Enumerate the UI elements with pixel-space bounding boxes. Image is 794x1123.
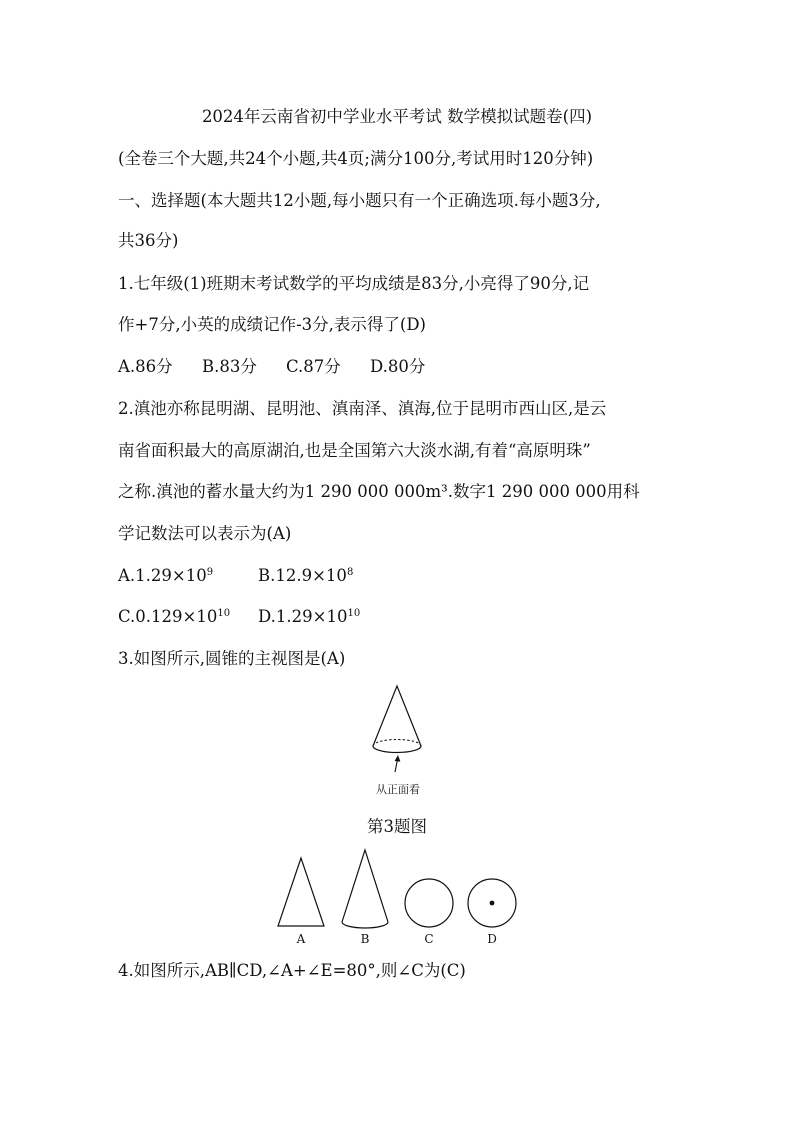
q2-option-c: $C.0.129\times 10^{10}$ <box>118 607 231 626</box>
cone-sides <box>373 686 421 746</box>
section1-heading-line1: 一、选择题(本大题共12小题,每小题只有一个正确选项.每小题3分, <box>118 191 601 210</box>
cone-figure <box>360 682 440 800</box>
option-d-label: D <box>487 932 497 946</box>
view-arrow-head <box>395 755 401 762</box>
option-b-label: B <box>360 932 370 946</box>
option-c-circle <box>405 879 453 927</box>
q2-option-a: $A.1.29\times 10^9$ <box>118 566 214 585</box>
figure-caption: 第3题图 <box>367 817 427 836</box>
q3-text: 3.如图所示,圆锥的主视图是(A) <box>118 649 346 668</box>
cone-base-front <box>373 746 421 753</box>
q2-line3: 之称.滇池的蓄水量大约为1 290 000 000m³.数字1 290 000 000用科 <box>118 482 640 501</box>
q1-option-b: B.83分 <box>202 357 257 376</box>
q2-option-d: $D.1.29\times 10^{10}$ <box>258 607 361 626</box>
q2-options-row2 <box>118 606 360 628</box>
page-title: 2024年云南省初中学业水平考试 数学模拟试题卷(四) <box>201 107 593 126</box>
option-d-circle-with-dot <box>468 879 516 927</box>
q1-line1: 1.七年级(1)班期末考试数学的平均成绩是83分,小亮得了90分,记 <box>118 274 590 293</box>
q2-options-row1 <box>118 565 353 587</box>
q1-option-d: D.80分 <box>370 357 426 376</box>
q4-text: 4.如图所示,AB∥CD,∠A+∠E=80°,则∠C为(C) <box>118 961 466 980</box>
section1-heading-line2: 共36分) <box>118 231 179 250</box>
q1-line2: 作+7分,小英的成绩记作-3分,表示得了(D) <box>118 315 426 334</box>
option-figures <box>270 846 530 950</box>
q2-line1: 2.滇池亦称昆明湖、昆明池、滇南泽、滇海,位于昆明市西山区,是云 <box>118 399 607 418</box>
q2-line4: 学记数法可以表示为(A) <box>118 524 292 543</box>
option-a-triangle <box>278 858 324 926</box>
q2-line2: 南省面积最大的高原湖泊,也是全国第六大淡水湖,有着“高原明珠” <box>118 441 591 460</box>
q2-option-b: $B.12.9\times 10^8$ <box>258 566 354 585</box>
q1-options <box>118 356 425 378</box>
option-a-label: A <box>296 932 306 946</box>
q1-option-c: C.87分 <box>286 357 341 376</box>
q1-option-a: A.86分 <box>118 357 173 376</box>
option-c-label: C <box>424 932 434 946</box>
option-b-cone <box>342 850 388 928</box>
exam-note: (全卷三个大题,共24个小题,共4页;满分100分,考试用时120分钟) <box>118 149 594 168</box>
view-direction-label: 从正面看 <box>376 783 420 796</box>
cone-base-back <box>373 740 421 747</box>
